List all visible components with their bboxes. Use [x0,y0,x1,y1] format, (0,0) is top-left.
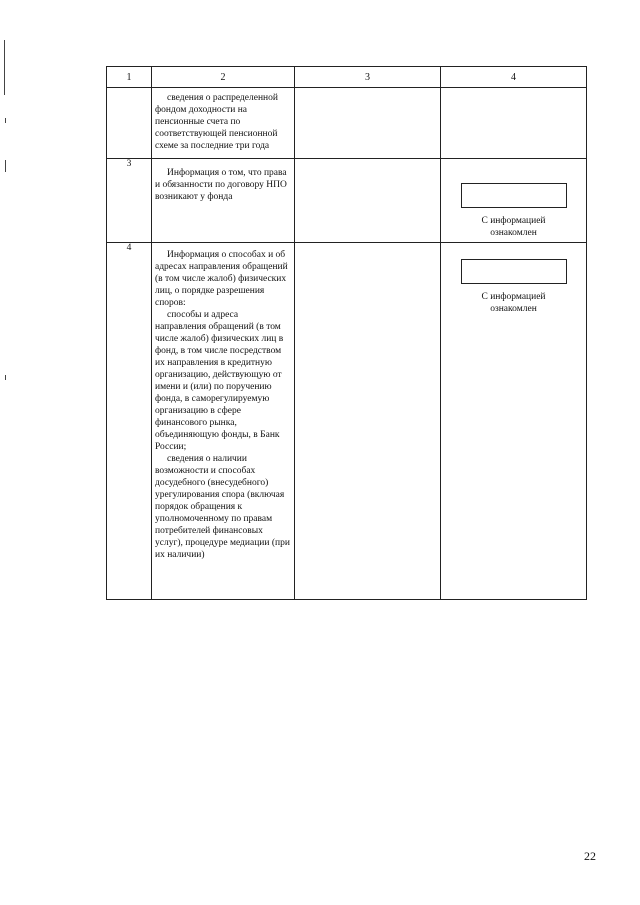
signature-field[interactable] [461,183,567,208]
scan-artifact-mark [5,118,6,123]
acknowledgement-cell [441,159,587,243]
description-paragraph: Информация о способах и об адресах направления обращений (в том числе жалоб) физических лиц, о порядке разрешения споров: [155,250,288,308]
row-col4 [441,88,587,159]
row-col3 [295,88,441,159]
header-col-4: 4 [441,67,587,88]
row-col3 [295,243,441,600]
acknowledgement-line-1: С информацией [481,292,546,302]
row-number [107,88,152,159]
acknowledgement-cell [441,243,587,600]
acknowledgement-line-1: С информацией [481,216,546,226]
row-description [152,159,295,243]
scan-artifact-line [4,40,5,95]
description-paragraph: Информация о том, что права и обязанности по договору НПО возникают у фонда [155,168,287,202]
header-col-1: 1 [107,67,152,88]
header-col-2: 2 [152,67,295,88]
row-description [152,88,295,159]
scan-artifact-mark [5,375,6,380]
scan-artifact-mark [5,160,6,172]
signature-field[interactable] [461,259,567,284]
acknowledgement-text [441,291,586,315]
header-col-3: 3 [295,67,441,88]
table-header-row [107,67,587,88]
description-paragraph: сведения о наличии возможности и способах досудебного (внесудебного) урегулирования спора (включая порядок обращения к уполномоченному по правам потребителей финансовых услуг), процедуре медиации (при их наличии) [155,454,290,560]
document-table [106,66,587,600]
table-row [107,159,587,243]
description-paragraph: способы и адреса направления обращений (в том числе жалоб) физических лиц в фонд, в том числе посредством их направления в кредитную организацию, действующую от имени и (или) по поручению фонда, в саморегулируемую организацию в сфере финансового рынка, объединяющую фонды, в Банк России; [155,310,284,452]
table-row [107,88,587,159]
acknowledgement-line-2: ознакомлен [490,304,537,314]
page-number: 22 [584,849,596,863]
row-description [152,243,295,600]
row-number: 3 [107,159,152,243]
acknowledgement-text [441,215,586,239]
row-col3 [295,159,441,243]
acknowledgement-line-2: ознакомлен [490,228,537,238]
table-row [107,243,587,600]
row-number: 4 [107,243,152,600]
description-paragraph: сведения о распределенной фондом доходности на пенсионные счета по соответствующей пенсионной схеме за последние три года [155,93,278,151]
